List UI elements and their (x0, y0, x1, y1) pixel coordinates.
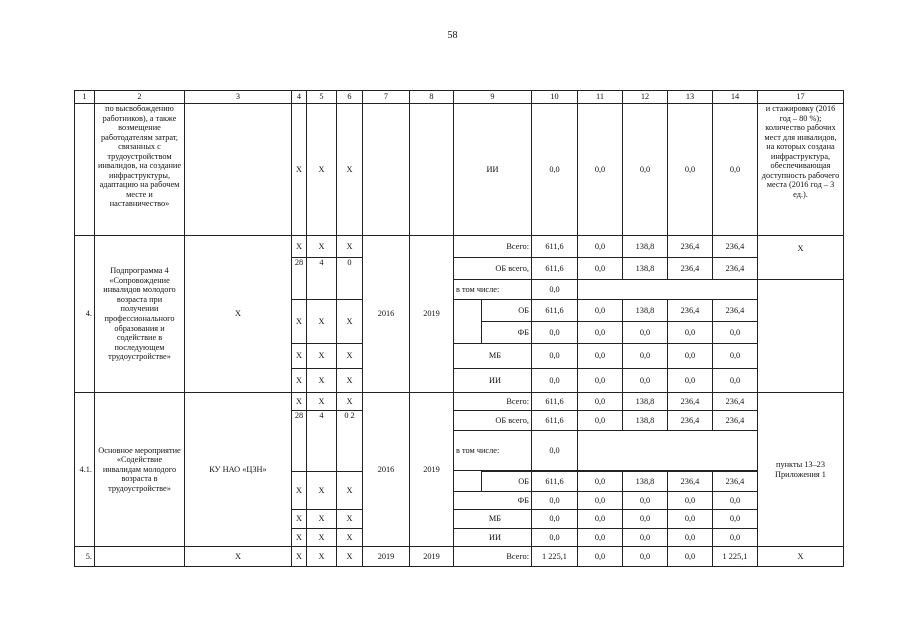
table-row (75, 236, 844, 258)
cell: 0,0 (623, 322, 668, 344)
cell: 2016 (363, 236, 410, 393)
cell: 611,6 (532, 472, 578, 492)
cell: Х (292, 547, 307, 567)
header-cell: 2 (95, 91, 185, 104)
cell: Х (307, 369, 337, 393)
cell: Всего: (454, 393, 532, 411)
cell: Х (307, 104, 337, 236)
cell: Х (292, 344, 307, 369)
cell: 236,4 (668, 236, 713, 258)
header-cell: 10 (532, 91, 578, 104)
cell: ИИ (454, 529, 532, 547)
header-cell: 14 (713, 91, 758, 104)
cell: Х (337, 547, 363, 567)
cell: МБ (454, 510, 532, 529)
cell (668, 280, 713, 300)
header-cell: 4 (292, 91, 307, 104)
cell: 0,0 (713, 104, 758, 236)
cell: 2019 (410, 547, 454, 567)
cell: 236,4 (668, 393, 713, 411)
cell (185, 104, 292, 236)
cell: 2019 (410, 236, 454, 393)
cell: 0,0 (713, 322, 758, 344)
header-row (75, 91, 844, 104)
cell: ИИ (454, 104, 532, 236)
cell (623, 431, 668, 471)
cell: Х (292, 393, 307, 411)
cell: Х (307, 344, 337, 369)
cell: 2019 (410, 393, 454, 547)
cell: 0,0 (668, 529, 713, 547)
header-cell: 7 (363, 91, 410, 104)
cell: Х (292, 369, 307, 393)
table-row (75, 547, 844, 567)
cell: 0,0 (532, 322, 578, 344)
cell: 0,0 (532, 104, 578, 236)
cell: 4. (75, 236, 95, 393)
cell: 138,8 (623, 472, 668, 492)
cell: 0,0 (668, 104, 713, 236)
cell: 236,4 (668, 300, 713, 322)
cell: 236,4 (713, 236, 758, 258)
cell: 611,6 (532, 258, 578, 280)
cell: пункты 13–23 Приложения 1 (758, 393, 844, 547)
cell: Х (292, 472, 307, 510)
cell: Х (758, 547, 844, 567)
cell: ОБ (482, 300, 532, 322)
cell: Х (307, 529, 337, 547)
cell: Х (185, 547, 292, 567)
cell (95, 547, 185, 567)
cell: Х (337, 529, 363, 547)
cell: 236,4 (713, 258, 758, 280)
cell: Х (337, 472, 363, 510)
header-cell: 12 (623, 91, 668, 104)
cell: Х (185, 236, 292, 393)
cell (713, 280, 758, 300)
cell: ФБ (482, 322, 532, 344)
cell: 611,6 (532, 236, 578, 258)
cell: в том числе: (454, 280, 532, 300)
cell: 0,0 (532, 369, 578, 393)
cell: 0,0 (623, 510, 668, 529)
cell: 0,0 (578, 411, 623, 431)
cell: 0,0 (578, 104, 623, 236)
cell: 138,8 (623, 236, 668, 258)
cell: 0,0 (623, 369, 668, 393)
table-row (75, 104, 844, 236)
cell (578, 280, 623, 300)
cell: 0,0 (532, 492, 578, 510)
cell: 0,0 (532, 280, 578, 300)
cell: МБ (454, 344, 532, 369)
cell: 0,0 (578, 300, 623, 322)
cell: 138,8 (623, 300, 668, 322)
header-cell: 9 (454, 91, 532, 104)
cell: по высвобождению работников), а также возмещение работодателям затрат, связанных с трудоустройством инвалидов, на создание инфраструктуры, адаптацию на рабочем месте и наставничество» (95, 104, 185, 236)
cell: 4.1. (75, 393, 95, 547)
cell: 611,6 (532, 411, 578, 431)
cell: 236,4 (668, 258, 713, 280)
cell: 0,0 (532, 510, 578, 529)
cell: 611,6 (532, 300, 578, 322)
cell: 138,8 (623, 258, 668, 280)
cell: 236,4 (713, 393, 758, 411)
cell: ФБ (454, 492, 532, 510)
cell: 5. (75, 547, 95, 567)
cell: 0,0 (713, 529, 758, 547)
cell: 0,0 (668, 322, 713, 344)
cell: 2016 (363, 393, 410, 547)
cell: Всего: (454, 547, 532, 567)
cell: 0,0 (713, 344, 758, 369)
table-row (75, 393, 844, 411)
cell: 0,0 (623, 547, 668, 567)
cell: Х (307, 510, 337, 529)
header-cell: 6 (337, 91, 363, 104)
cell: 0,0 (623, 344, 668, 369)
cell: 1 225,1 (713, 547, 758, 567)
cell: Х (307, 472, 337, 510)
cell: Х (337, 300, 363, 344)
cell: Х (292, 529, 307, 547)
cell: 0,0 (532, 431, 578, 471)
cell: Х (307, 300, 337, 344)
cell: Х (292, 236, 307, 258)
header-cell: 8 (410, 91, 454, 104)
cell: 0,0 (578, 322, 623, 344)
cell: 0,0 (713, 510, 758, 529)
header-cell: 3 (185, 91, 292, 104)
cell: 0,0 (578, 529, 623, 547)
header-cell: 1 (75, 91, 95, 104)
cell: в том числе: (454, 431, 532, 471)
cell: Х (337, 104, 363, 236)
cell (363, 104, 410, 236)
cell: 0,0 (578, 510, 623, 529)
cell: 0,0 (713, 369, 758, 393)
cell: 138,8 (623, 411, 668, 431)
cell: 0,0 (623, 104, 668, 236)
cell: 0,0 (532, 529, 578, 547)
cell: КУ НАО «ЦЗН» (185, 393, 292, 547)
cell: Х (292, 104, 307, 236)
cell: 0 (337, 258, 363, 300)
cell: Х (337, 344, 363, 369)
cell: 0,0 (578, 344, 623, 369)
cell (668, 431, 713, 471)
header-cell: 17 (758, 91, 844, 104)
header-cell: 13 (668, 91, 713, 104)
cell (410, 104, 454, 236)
cell: 28 (292, 258, 307, 300)
cell: 4 (307, 411, 337, 472)
cell: Х (337, 393, 363, 411)
cell: Х (758, 236, 844, 280)
header-cell: 5 (307, 91, 337, 104)
cell: 236,4 (713, 300, 758, 322)
cell: Подпрограмма 4 «Сопровождение инвалидов молодого возраста при получении профессионального образования и содействие в последующем трудоустройстве» (95, 236, 185, 393)
cell: Х (307, 547, 337, 567)
cell (623, 280, 668, 300)
cell: и стажировку (2016 год – 80 %); количество рабочих мест для инвалидов, на которых создана инфраструктура, обеспечивающая доступность рабочего места (2016 год – 3 ед.). (758, 104, 844, 236)
cell (75, 104, 95, 236)
cell: 0,0 (623, 529, 668, 547)
cell (758, 280, 844, 393)
cell: 4 (307, 258, 337, 300)
cell: 236,4 (713, 411, 758, 431)
cell: 0,0 (578, 547, 623, 567)
cell: 236,4 (668, 411, 713, 431)
program-table (74, 90, 844, 567)
cell: 0,0 (668, 492, 713, 510)
cell: Всего: (454, 236, 532, 258)
cell: ОБ (482, 472, 532, 492)
cell: 0,0 (578, 492, 623, 510)
cell: 0,0 (713, 492, 758, 510)
cell: 236,4 (668, 472, 713, 492)
cell: 0,0 (668, 369, 713, 393)
cell: Х (307, 393, 337, 411)
cell: Х (292, 300, 307, 344)
page-number: 58 (447, 30, 458, 41)
cell (713, 431, 758, 471)
cell: ОБ всего, (454, 411, 532, 431)
cell: 0,0 (623, 492, 668, 510)
cell: 0,0 (532, 344, 578, 369)
cell: 28 (292, 411, 307, 472)
cell: 611,6 (532, 393, 578, 411)
cell: 138,8 (623, 393, 668, 411)
cell: Х (337, 236, 363, 258)
cell (454, 300, 482, 344)
cell (454, 471, 482, 492)
header-cell: 11 (578, 91, 623, 104)
cell: 0,0 (578, 236, 623, 258)
cell: 0,0 (668, 547, 713, 567)
cell: 0 2 (337, 411, 363, 472)
cell: 0,0 (668, 510, 713, 529)
cell: ИИ (454, 369, 532, 393)
cell: Х (307, 236, 337, 258)
cell: Х (337, 369, 363, 393)
cell (578, 431, 623, 471)
cell: 2019 (363, 547, 410, 567)
cell: 0,0 (578, 472, 623, 492)
cell: 1 225,1 (532, 547, 578, 567)
cell: 236,4 (713, 472, 758, 492)
cell: 0,0 (578, 258, 623, 280)
cell: ОБ всего, (454, 258, 532, 280)
cell: Х (337, 510, 363, 529)
cell: 0,0 (668, 344, 713, 369)
cell: Х (292, 510, 307, 529)
cell: 0,0 (578, 369, 623, 393)
cell: 0,0 (578, 393, 623, 411)
cell: Основное мероприятие «Содействие инвалидам молодого возраста в трудоустройстве» (95, 393, 185, 547)
